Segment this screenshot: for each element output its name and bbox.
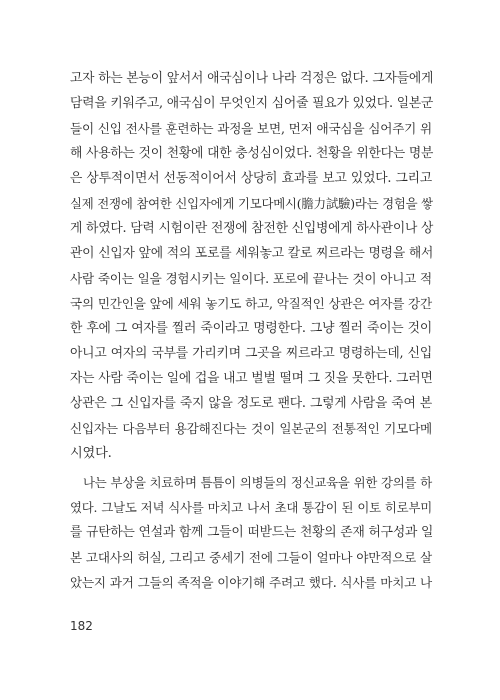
text-line: 관이 신입자 앞에 적의 포로를 세워놓고 칼로 찌르라는 명령을 해서	[70, 246, 434, 261]
text-line: 은 상투적이면서 선동적이어서 상당히 효과를 보고 있었다. 그리고	[70, 171, 432, 186]
text-line: 사람 죽이는 일을 경험시키는 일이다. 포로에 끝나는 것이 아니고 적	[70, 271, 432, 286]
text-line: 실제 전쟁에 참여한 신입자에게 기모다메시(膽力試驗)라는 경험을 쌓	[70, 196, 433, 211]
text-line: 상관은 그 신입자를 죽지 않을 정도로 팬다. 그렇게 사람을 죽여 본	[70, 396, 432, 411]
text-line: 나는 부상을 치료하며 틈틈이 의병들의 정신교육을 위한 강의를 하	[83, 475, 432, 490]
paragraph-2	[70, 470, 432, 595]
paragraph-1	[70, 66, 432, 466]
text-line: 였다. 그날도 저녁 식사를 마치고 나서 초대 통감이 된 이토 히로부미	[70, 500, 432, 515]
text-line: 본 고대사의 허실, 그리고 중세기 전에 그들이 얼마나 야만적으로 살	[70, 550, 432, 565]
text-line: 국의 민간인을 앞에 세워 놓기도 하고, 악질적인 상관은 여자를 강간	[70, 296, 432, 311]
text-line: 고자 하는 본능이 앞서서 애국심이나 나라 걱정은 없다. 그자들에게	[70, 71, 434, 86]
text-line: 자는 사람 죽이는 일에 겁을 내고 벌벌 떨며 그 짓을 못한다. 그러면	[70, 371, 433, 386]
text-line: 담력을 키워주고, 애국심이 무엇인지 심어줄 필요가 있었다. 일본군	[70, 96, 434, 111]
text-line: 한 후에 그 여자를 찔러 죽이라고 명령한다. 그냥 찔러 죽이는 것이	[70, 321, 432, 336]
text-line: 았는지 과거 그들의 족적을 이야기해 주려고 했다. 식사를 마치고 나	[70, 575, 432, 590]
page-number: 182	[70, 619, 93, 633]
text-line: 들이 신입 전사를 훈련하는 과정을 보면, 먼저 애국심을 심어주기 위	[70, 121, 432, 136]
text-line: 시였다.	[70, 446, 112, 461]
text-line: 아니고 여자의 국부를 가리키며 그곳을 찌르라고 명령하는데, 신입	[70, 346, 432, 361]
body-text	[70, 66, 432, 595]
text-line: 신입자는 다음부터 용감해진다는 것이 일본군의 전통적인 기모다메	[70, 421, 432, 436]
text-line: 게 하였다. 담력 시험이란 전쟁에 참전한 신입병에게 하사관이나 상	[70, 221, 434, 236]
text-line: 를 규탄하는 연설과 함께 그들이 떠받드는 천황의 존재 허구성과 일	[70, 525, 434, 540]
text-line: 해 사용하는 것이 천황에 대한 충성심이었다. 천황을 위한다는 명분	[70, 146, 434, 161]
